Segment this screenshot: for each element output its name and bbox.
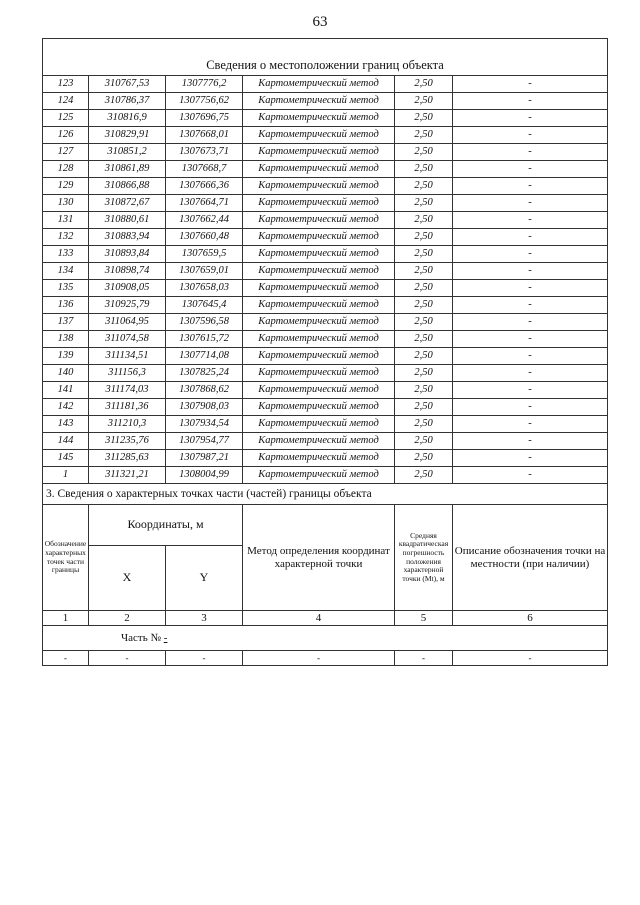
point-id: 1 [43, 467, 89, 484]
description: - [453, 229, 608, 246]
table-row [43, 314, 608, 331]
mt-value: 2,50 [395, 467, 453, 484]
coord-x: 310829,91 [89, 127, 166, 144]
part-value: - [163, 632, 168, 644]
col-num-6: 6 [453, 611, 608, 626]
table-row [43, 399, 608, 416]
method: Картометрический метод [243, 399, 395, 416]
table-row [43, 467, 608, 484]
point-id: 140 [43, 365, 89, 382]
description: - [453, 382, 608, 399]
table-row [43, 144, 608, 161]
point-id: 125 [43, 110, 89, 127]
coord-x: 310893,84 [89, 246, 166, 263]
description: - [453, 365, 608, 382]
section3-title: 3. Сведения о характерных точках части (частей) границы объекта [43, 484, 608, 505]
coord-x: 311321,21 [89, 467, 166, 484]
description: - [453, 297, 608, 314]
table-row [43, 280, 608, 297]
coord-y: 1307668,01 [166, 127, 243, 144]
coord-y: 1307645,4 [166, 297, 243, 314]
header-coordinates: Координаты, м [89, 505, 243, 546]
method: Картометрический метод [243, 416, 395, 433]
coord-x: 310816,9 [89, 110, 166, 127]
method: Картометрический метод [243, 127, 395, 144]
description: - [453, 467, 608, 484]
coord-x: 310851,2 [89, 144, 166, 161]
coord-x: 310866,88 [89, 178, 166, 195]
coord-x: 311074,58 [89, 331, 166, 348]
method: Картометрический метод [243, 433, 395, 450]
mt-value: 2,50 [395, 314, 453, 331]
coord-y: 1307659,01 [166, 263, 243, 280]
description: - [453, 399, 608, 416]
document-table-wrapper [42, 38, 607, 666]
method: Картометрический метод [243, 212, 395, 229]
mt-value: 2,50 [395, 331, 453, 348]
blank-cell: - [243, 651, 395, 666]
description: - [453, 263, 608, 280]
method: Картометрический метод [243, 161, 395, 178]
coord-y: 1307664,71 [166, 195, 243, 212]
mt-value: 2,50 [395, 229, 453, 246]
method: Картометрический метод [243, 450, 395, 467]
point-id: 136 [43, 297, 89, 314]
description: - [453, 110, 608, 127]
table-row [43, 433, 608, 450]
coord-x: 310898,74 [89, 263, 166, 280]
description: - [453, 127, 608, 144]
point-id: 124 [43, 93, 89, 110]
table-row [43, 110, 608, 127]
coord-x: 311210,3 [89, 416, 166, 433]
col-num-3: 3 [166, 611, 243, 626]
method: Картометрический метод [243, 229, 395, 246]
mt-value: 2,50 [395, 280, 453, 297]
mt-value: 2,50 [395, 178, 453, 195]
table-row [43, 348, 608, 365]
mt-value: 2,50 [395, 127, 453, 144]
table-row [43, 127, 608, 144]
table-row [43, 195, 608, 212]
coord-x: 311134,51 [89, 348, 166, 365]
point-id: 127 [43, 144, 89, 161]
point-id: 139 [43, 348, 89, 365]
method: Картометрический метод [243, 110, 395, 127]
coord-x: 310872,67 [89, 195, 166, 212]
boundary-table [42, 38, 608, 666]
method: Картометрический метод [243, 331, 395, 348]
mt-value: 2,50 [395, 263, 453, 280]
coord-y: 1307756,62 [166, 93, 243, 110]
coord-x: 310767,53 [89, 76, 166, 93]
coord-x: 311064,95 [89, 314, 166, 331]
col-num-2: 2 [89, 611, 166, 626]
table-row [43, 76, 608, 93]
section-title: Сведения о местоположении границ объекта [43, 39, 608, 76]
coord-x: 311174,03 [89, 382, 166, 399]
method: Картометрический метод [243, 314, 395, 331]
coord-y: 1307714,08 [166, 348, 243, 365]
coord-x: 310786,37 [89, 93, 166, 110]
point-id: 129 [43, 178, 89, 195]
section3-header-row [43, 505, 608, 546]
header-point-designation: Обозначение характерных точек части границы [43, 505, 89, 611]
header-y: Y [166, 546, 243, 611]
coord-y: 1307934,54 [166, 416, 243, 433]
coord-y: 1307673,71 [166, 144, 243, 161]
part-row [43, 626, 608, 651]
header-mt: Средняя квадратическая погрешность положения характерной точки (Mt), м [395, 505, 453, 611]
method: Картометрический метод [243, 195, 395, 212]
col-num-5: 5 [395, 611, 453, 626]
coord-y: 1308004,99 [166, 467, 243, 484]
coord-x: 311235,76 [89, 433, 166, 450]
point-id: 131 [43, 212, 89, 229]
description: - [453, 348, 608, 365]
point-id: 134 [43, 263, 89, 280]
method: Картометрический метод [243, 246, 395, 263]
description: - [453, 331, 608, 348]
method: Картометрический метод [243, 348, 395, 365]
coord-y: 1307868,62 [166, 382, 243, 399]
mt-value: 2,50 [395, 246, 453, 263]
method: Картометрический метод [243, 263, 395, 280]
point-id: 123 [43, 76, 89, 93]
mt-value: 2,50 [395, 433, 453, 450]
coord-y: 1307658,03 [166, 280, 243, 297]
table-row [43, 178, 608, 195]
coord-y: 1307668,7 [166, 161, 243, 178]
table-row [43, 93, 608, 110]
method: Картометрический метод [243, 467, 395, 484]
coord-y: 1307987,21 [166, 450, 243, 467]
mt-value: 2,50 [395, 450, 453, 467]
coord-y: 1307662,44 [166, 212, 243, 229]
coord-x: 310908,05 [89, 280, 166, 297]
blank-row [43, 651, 608, 666]
coord-y: 1307696,75 [166, 110, 243, 127]
table-row [43, 246, 608, 263]
method: Картометрический метод [243, 178, 395, 195]
blank-cell: - [395, 651, 453, 666]
mt-value: 2,50 [395, 297, 453, 314]
method: Картометрический метод [243, 365, 395, 382]
description: - [453, 144, 608, 161]
description: - [453, 178, 608, 195]
description: - [453, 416, 608, 433]
description: - [453, 246, 608, 263]
coord-x: 310861,89 [89, 161, 166, 178]
description: - [453, 314, 608, 331]
mt-value: 2,50 [395, 76, 453, 93]
description: - [453, 76, 608, 93]
point-id: 130 [43, 195, 89, 212]
method: Картометрический метод [243, 280, 395, 297]
description: - [453, 433, 608, 450]
table-row [43, 416, 608, 433]
table-row [43, 297, 608, 314]
point-id: 138 [43, 331, 89, 348]
section-title-row [43, 39, 608, 76]
col-num-4: 4 [243, 611, 395, 626]
page-number: 63 [312, 14, 328, 30]
coord-y: 1307596,58 [166, 314, 243, 331]
point-id: 133 [43, 246, 89, 263]
point-id: 137 [43, 314, 89, 331]
table-row [43, 331, 608, 348]
description: - [453, 212, 608, 229]
coord-y: 1307776,2 [166, 76, 243, 93]
mt-value: 2,50 [395, 195, 453, 212]
method: Картометрический метод [243, 297, 395, 314]
coord-y: 1307666,36 [166, 178, 243, 195]
table-row [43, 365, 608, 382]
mt-value: 2,50 [395, 161, 453, 178]
point-id: 144 [43, 433, 89, 450]
point-id: 132 [43, 229, 89, 246]
blank-cell: - [453, 651, 608, 666]
coord-x: 310925,79 [89, 297, 166, 314]
point-id: 141 [43, 382, 89, 399]
mt-value: 2,50 [395, 348, 453, 365]
coord-y: 1307954,77 [166, 433, 243, 450]
method: Картометрический метод [243, 144, 395, 161]
mt-value: 2,50 [395, 110, 453, 127]
coord-y: 1307908,03 [166, 399, 243, 416]
description: - [453, 280, 608, 297]
mt-value: 2,50 [395, 399, 453, 416]
column-number-row [43, 611, 608, 626]
mt-value: 2,50 [395, 382, 453, 399]
method: Картометрический метод [243, 93, 395, 110]
header-description: Описание обозначения точки на местности (при наличии) [453, 505, 608, 611]
table-row [43, 450, 608, 467]
coord-x: 310880,61 [89, 212, 166, 229]
coord-y: 1307825,24 [166, 365, 243, 382]
mt-value: 2,50 [395, 212, 453, 229]
description: - [453, 450, 608, 467]
table-row [43, 263, 608, 280]
mt-value: 2,50 [395, 93, 453, 110]
blank-cell: - [166, 651, 243, 666]
coord-y: 1307660,48 [166, 229, 243, 246]
header-x: X [89, 546, 166, 611]
table-row [43, 161, 608, 178]
point-id: 143 [43, 416, 89, 433]
coord-y: 1307659,5 [166, 246, 243, 263]
point-id: 135 [43, 280, 89, 297]
col-num-1: 1 [43, 611, 89, 626]
point-id: 128 [43, 161, 89, 178]
description: - [453, 195, 608, 212]
coord-x: 310883,94 [89, 229, 166, 246]
blank-cell: - [89, 651, 166, 666]
point-id: 142 [43, 399, 89, 416]
point-id: 126 [43, 127, 89, 144]
section3-title-row [43, 484, 608, 505]
coord-y: 1307615,72 [166, 331, 243, 348]
coord-x: 311285,63 [89, 450, 166, 467]
coord-x: 311156,3 [89, 365, 166, 382]
point-id: 145 [43, 450, 89, 467]
method: Картометрический метод [243, 76, 395, 93]
mt-value: 2,50 [395, 365, 453, 382]
part-label-cell [43, 626, 608, 651]
description: - [453, 161, 608, 178]
table-row [43, 229, 608, 246]
table-row [43, 382, 608, 399]
table-row [43, 212, 608, 229]
description: - [453, 93, 608, 110]
coord-x: 311181,36 [89, 399, 166, 416]
header-method: Метод определения координат характерной точки [243, 505, 395, 611]
mt-value: 2,50 [395, 416, 453, 433]
method: Картометрический метод [243, 382, 395, 399]
mt-value: 2,50 [395, 144, 453, 161]
blank-cell: - [43, 651, 89, 666]
part-label: Часть № [121, 632, 161, 644]
